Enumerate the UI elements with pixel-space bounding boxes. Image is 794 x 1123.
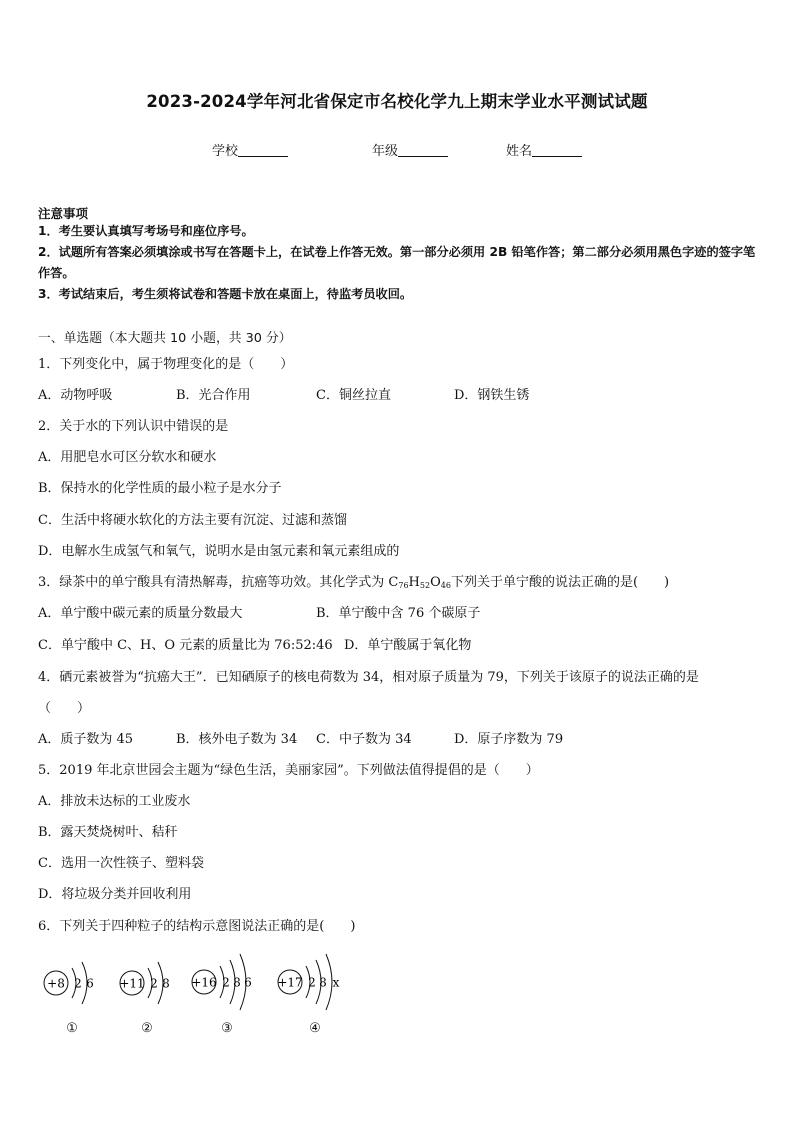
atom-1-label: ① — [66, 1021, 78, 1036]
grade-label: 年级 — [372, 144, 399, 159]
atom-4-shell-2-count: 8 — [319, 975, 327, 990]
atom-3-svg — [186, 944, 266, 1024]
q4-option-b[interactable]: B．核外电子数为 34 — [176, 732, 298, 747]
q1-option-d[interactable]: D．钢铁生锈 — [454, 388, 530, 403]
grade-field[interactable] — [372, 140, 448, 159]
atom-1-nucleus-text: +8 — [47, 976, 65, 991]
atom-2-shell-2-count: 8 — [162, 976, 170, 991]
q1-option-a[interactable]: A．动物呼吸 — [38, 388, 113, 403]
atom-3-nucleus-text: +16 — [191, 975, 217, 990]
q4-option-a[interactable]: A．质子数为 45 — [38, 732, 134, 747]
question-2-stem: 2．关于水的下列认识中错误的是 — [38, 419, 229, 434]
q2-option-a[interactable]: A．用肥皂水可区分软水和硬水 — [38, 450, 217, 465]
atom-2-nucleus-text: +11 — [119, 976, 145, 991]
atom-3-shell-1-count: 2 — [222, 975, 230, 990]
q1-option-c[interactable]: C．铜丝拉直 — [316, 388, 391, 403]
notes-title: 注意事项 — [38, 206, 89, 221]
atom-4-shell-3-count: x — [332, 975, 340, 990]
atom-3-label: ③ — [221, 1021, 233, 1036]
question-5-stem: 5．2019 年北京世园会主题为“绿色生活，美丽家园”。下列做法值得提倡的是（ ） — [38, 763, 539, 778]
atom-2-svg — [112, 950, 184, 1020]
q3-option-c[interactable]: C．单宁酸中 C、H、O 元素的质量比为 76:52:46 — [38, 638, 333, 653]
q3-option-b[interactable]: B．单宁酸中含 76 个碳原子 — [316, 606, 481, 621]
atom-1-shell-2-count: 6 — [86, 976, 94, 991]
atom-4-label: ④ — [309, 1021, 321, 1036]
q4-option-c[interactable]: C．中子数为 34 — [316, 732, 412, 747]
name-blank[interactable] — [532, 143, 582, 157]
question-3-stem — [38, 571, 669, 590]
q5-option-b[interactable]: B．露天焚烧树叶、秸秆 — [38, 825, 178, 840]
note-item-2: 2．试题所有答案必须填涂或书写在答题卡上，在试卷上作答无效。第一部分必须用 2B 铅笔作答；第二部分必须用黑色字迹的签字笔作答。 — [38, 245, 756, 280]
atom-3-shell-2-count: 8 — [233, 975, 241, 990]
q1-option-b[interactable]: B．光合作用 — [176, 388, 251, 403]
question-4-stem-cont: （ ） — [38, 701, 91, 716]
name-label: 姓名 — [506, 144, 533, 159]
q2-option-b[interactable]: B．保持水的化学性质的最小粒子是水分子 — [38, 481, 282, 496]
atom-2-shell-1-count: 2 — [150, 976, 158, 991]
q5-option-a[interactable]: A．排放未达标的工业废水 — [38, 794, 191, 809]
q3-sub-c: 76 — [398, 581, 409, 590]
question-1-stem: 1．下列变化中，属于物理变化的是（ ） — [38, 357, 294, 372]
name-field[interactable] — [506, 140, 582, 159]
atom-4-shell-1-count: 2 — [308, 975, 316, 990]
atom-4-svg — [274, 944, 358, 1024]
atom-2-label: ② — [141, 1021, 153, 1036]
atom-4-nucleus-text: +17 — [277, 975, 303, 990]
q5-option-c[interactable]: C．选用一次性筷子、塑料袋 — [38, 856, 204, 871]
atom-1-shell-1-count: 2 — [74, 976, 82, 991]
q3-option-d[interactable]: D．单宁酸属于氧化物 — [344, 638, 472, 653]
atom-3-shell-3-count: 6 — [244, 975, 252, 990]
q5-option-d[interactable]: D．将垃圾分类并回收利用 — [38, 887, 192, 902]
q3-sub-h: 52 — [419, 581, 431, 590]
page-title: 2023-2024学年河北省保定市名校化学九上期末学业水平测试试题 — [146, 92, 648, 111]
q4-option-d[interactable]: D．原子序数为 79 — [454, 732, 564, 747]
school-label: 学校 — [212, 144, 239, 159]
q3-stem-post: 下列关于单宁酸的说法正确的是( ) — [450, 575, 670, 590]
section-heading: 一、单选题（本大题共 10 小题，共 30 分） — [38, 331, 292, 346]
atom-1-svg — [36, 950, 108, 1020]
q3-sub-o: 46 — [440, 581, 451, 590]
q3-option-a[interactable]: A．单宁酸中碳元素的质量分数最大 — [38, 606, 243, 621]
question-6-stem: 6．下列关于四种粒子的结构示意图说法正确的是( ) — [38, 919, 356, 934]
grade-blank[interactable] — [398, 143, 448, 157]
q2-option-c[interactable]: C．生活中将硬水软化的方法主要有沉淀、过滤和蒸馏 — [38, 513, 347, 528]
q3-stem-pre: 3．绿茶中的单宁酸具有清热解毒，抗癌等功效。其化学式为 C — [38, 575, 399, 590]
q2-option-d[interactable]: D．电解水生成氢气和氧气，说明水是由氢元素和氧元素组成的 — [38, 544, 400, 559]
school-field[interactable] — [212, 140, 288, 159]
note-item-3: 3．考试结束后，考生须将试卷和答题卡放在桌面上，待监考员收回。 — [38, 287, 413, 301]
atom-4-shell-3 — [326, 954, 332, 1010]
note-item-1: 1．考生要认真填写考场号和座位序号。 — [38, 224, 254, 238]
school-blank[interactable] — [238, 143, 288, 157]
q3-o: O — [430, 575, 441, 590]
q3-h: H — [408, 575, 420, 590]
question-4-stem: 4．硒元素被誉为“抗癌大王”．已知硒原子的核电荷数为 34，相对原子质量为 79，下列关于该原子的说法正确的是 — [38, 670, 699, 685]
